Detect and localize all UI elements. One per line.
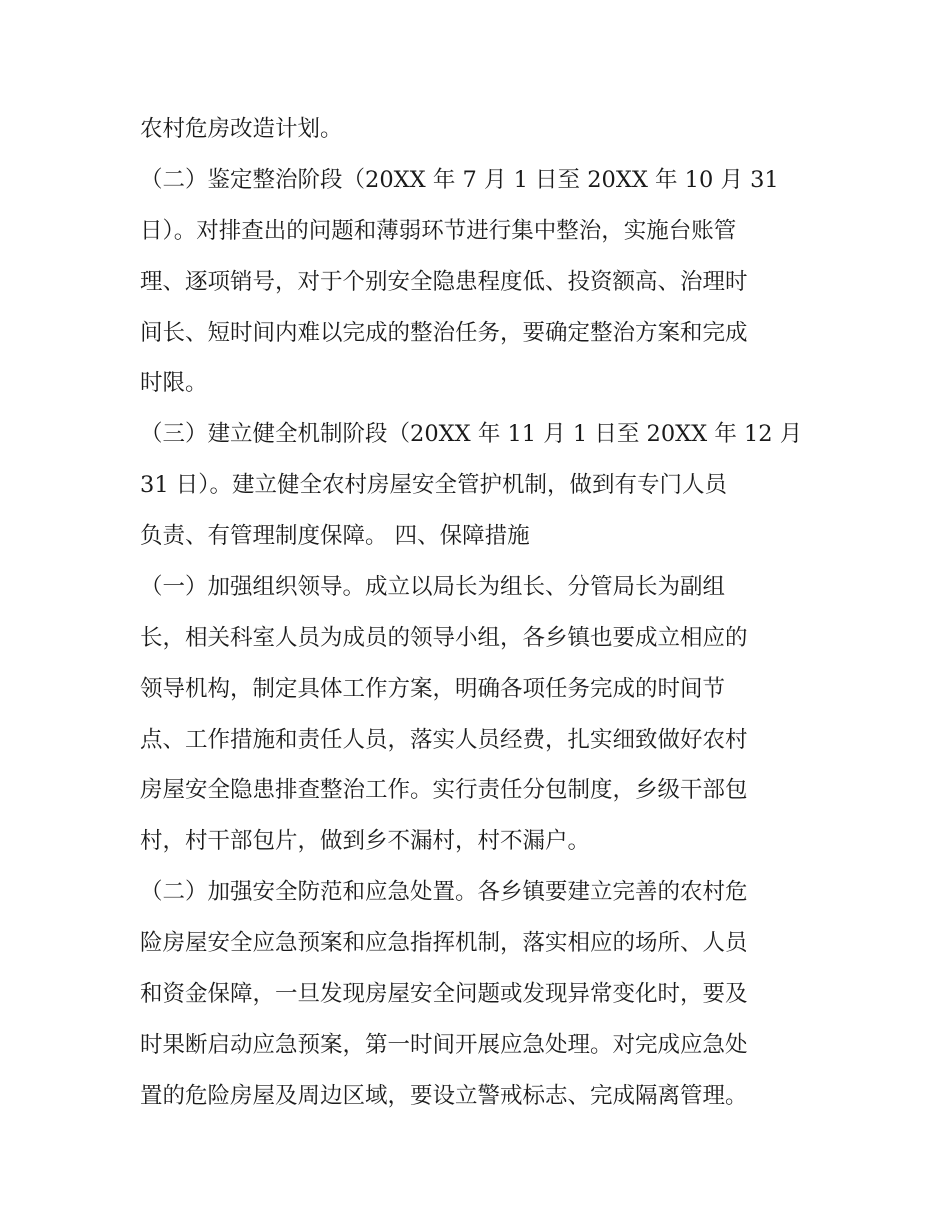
text-line: 日）。对排查出的问题和薄弱环节进行集中整治，实施台账管: [140, 218, 737, 244]
text-line: （一）加强组织领导。成立以局长为组长、分管局长为副组: [140, 574, 726, 600]
text-line: 和资金保障，一旦发现房屋安全问题或发现异常变化时，要及: [140, 981, 748, 1007]
text-line: 31 日）。建立健全农村房屋安全管护机制，做到有专门人员: [140, 472, 728, 498]
text-line: 村，村干部包片，做到乡不漏村，村不漏户。: [140, 828, 591, 854]
text-line: 理、逐项销号，对于个别安全隐患程度低、投资额高、治理时: [140, 269, 748, 295]
text-line: 时果断启动应急预案，第一时间开展应急处理。对完成应急处: [140, 1032, 748, 1058]
text-line: （二）加强安全防范和应急处置。各乡镇要建立完善的农村危: [140, 879, 748, 905]
text-line: 点、工作措施和责任人员，落实人员经费，扎实细致做好农村: [140, 727, 748, 753]
text-line: 长，相关科室人员为成员的领导小组，各乡镇也要成立相应的: [140, 625, 748, 651]
text-line: 险房屋安全应急预案和应急指挥机制，落实相应的场所、人员: [140, 930, 748, 956]
text-line: 房屋安全隐患排查整治工作。实行责任分包制度，乡级干部包: [140, 777, 748, 803]
text-line: 农村危房改造计划。: [140, 116, 343, 142]
text-line: （二）鉴定整治阶段（20XX 年 7 月 1 日至 20XX 年 10 月 31: [140, 167, 779, 193]
text-line: 置的危险房屋及周边区域，要设立警戒标志、完成隔离管理。: [140, 1083, 748, 1109]
text-line: 负责、有管理制度保障。 四、保障措施: [140, 523, 530, 549]
text-line: 时限。: [140, 370, 208, 396]
text-line: 领导机构，制定具体工作方案，明确各项任务完成的时间节: [140, 676, 726, 702]
text-line: （三）建立健全机制阶段（20XX 年 11 月 1 日至 20XX 年 12 月: [140, 421, 803, 447]
text-line: 间长、短时间内难以完成的整治任务，要确定整治方案和完成: [140, 320, 748, 346]
